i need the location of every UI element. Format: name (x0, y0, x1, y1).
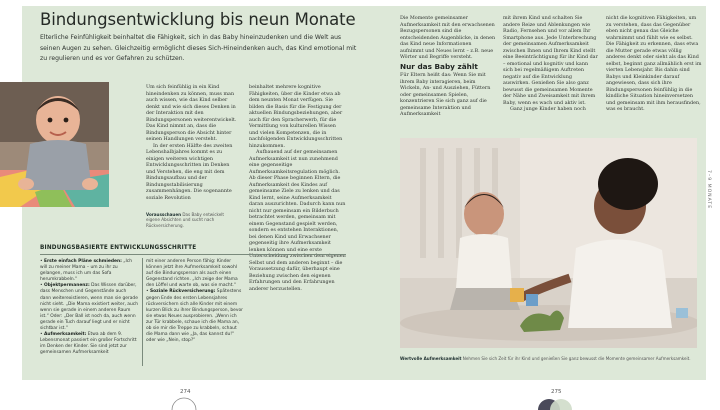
baby-photo-illustration (0, 82, 109, 207)
column-4 (503, 15, 599, 113)
tips-column-b (146, 259, 244, 344)
left-caption-label: Vorausschauen (146, 212, 182, 217)
tips-column-a (40, 259, 138, 357)
chapter-side-tab: 7–9 MONATE (706, 170, 711, 210)
tip-label: Erste einfach Pläne schmieden: (44, 259, 122, 264)
left-caption-text: Das Baby entwickelt eigene Absichten und sucht nach Rückversicherung. (146, 212, 225, 228)
right-caption-text: Nehmen Sie sich Zeit für ihr Kind und genießen Sie ganz bewusst die Momente gemeinsamer Aufmerksamkeit. (462, 356, 691, 361)
column-5 (606, 15, 702, 113)
tip-text: Etwa ab dem 9. Lebensmonat passiert ein großer Fortschritt im Denken der Kinder. Sie sind jetzt zur gemeinsamen Aufmerksamkeit (40, 332, 137, 356)
footer-ornament-right-icon (535, 396, 575, 410)
intro-text: Elterliche Feinfühligkeit beinhaltet die Fähigkeit, sich in das Baby hineinzudenken und die Welt aus seinen Augen zu sehen. Gleichzeitig ermöglicht dieses Sich-Hineindenken auch, das Kind emotional mit zu regulieren und es vor Gefahren zu schützen. (40, 34, 357, 63)
right-photo-caption (400, 356, 697, 361)
column-2 (249, 84, 346, 292)
footer-ornament-left-icon (170, 397, 198, 410)
tip-text: „Ich will zu meiner Mama – um zu ihr zu gelangen, muss ich um das Sofa herumkrabbeln.“ (40, 259, 133, 283)
col4-paragraph-1: mit ihrem Kind und schalten Sie andere Reize und Ablenkungen wie Radio, Fernsehen und vor allem Ihr Smartphone aus. Jede Unterbrechung der gemeinsamen Aufmerksamkeit zwischen Ihnen und Ihrem Kind stellt eine Beeinträchtigung für ihr Kind dar – emotional und kognitiv und kann sich bei regelmäßigem Auftreten negativ auf die Entwicklung auswirken. Genießen Sie also ganz bewusst die gemeinsamen Momente der Nähe und Zweisamkeit mit ihrem Baby, wenn es wach und aktiv ist. (503, 15, 598, 106)
tip-item: • Soziale Rückversicherung: Spätestens gegen Ende des ersten Lebensjahres rückversichern sich alle Kinder mit einem kurzen Blick zu ihrer Bindungsperson, bevor sie etwas Neues ausprobieren. „Wenn ich zur Tür krabbele, schaue ich die Mama an, ob sie mir die Treppe zu krabbeln, schaut die Mama dann wie „Ja, das kannst du!“ oder wie „Nein, stop?“ (146, 289, 243, 344)
baby-photo-left (0, 82, 109, 207)
mother-baby-illustration (400, 138, 697, 348)
tips-top-rule (40, 254, 346, 255)
tip-label: Objektpermanenz: (44, 283, 90, 289)
tips-column-divider (142, 258, 143, 366)
column-1 (146, 84, 237, 201)
right-caption-label: Wertvolle Aufmerksamkeit (400, 356, 462, 361)
tip-item: • Objektpermanenz: Das Wissen darüber, dass Menschen und Gegenstände auch dann weiterexistieren, wenn man sie gerade nicht sieht. „Die Mama existiert weiter, auch wenn sie gerade in einem anderen Raum ist.“ Oder: „Der Ball ist noch da, auch wenn gerade ein Tuch darauf liegt und er nicht sichtbar ist.“ (40, 283, 138, 332)
col2-paragraph-1: beinhaltet mehrere kognitive Fähigkeiten, über die Kinder etwa ab dem neunten Monat verfügen. Sie bilden die Basis für die Festigung der aktuellen Bindungsbeziehungen, aber auch für den Spracherwerb, für die Vermittlung von kulturellen Wissen und vielen Kompetenzen, die in nachfolgenden Entwicklungsschritten hinzukommen. (249, 84, 343, 149)
col3-paragraph-2: Für Eltern heißt das: Wenn Sie mit ihrem Baby interagieren, beim Wickeln, An- und Ausziehen, Füttern oder gemeinsamen Spielen, konzentrieren Sie sich ganz auf die gemeinsame Interaktion und Aufmerksamkeit (400, 72, 491, 117)
column-3 (400, 15, 496, 118)
tip-label: Soziale Rückversicherung: (150, 289, 216, 295)
col4-paragraph-2: Ganz junge Kinder haben noch (510, 106, 586, 112)
tip-text: Spätestens gegen Ende des ersten Lebensjahres rückversichern sich alle Kinder mit einem kurzen Blick zu ihrer Bindungsperson, bevor sie etwas Neues ausprobieren. „Wenn ich zur Tür krabbele, schaue ich die Mama an, ob sie mir die Treppe zu krabbeln, schaut die Mama dann wie „Ja, das kannst du!“ oder wie „Nein, stop?“ (146, 289, 243, 344)
tip-text: mit einer anderen Person fähig: Kinder können jetzt ihre Aufmerksamkeit sowohl auf die Bindungsperson als auch einen Gegenstand richten. „Ich zeige der Mama den Löffel und warte ob, was sie macht.“ (146, 259, 238, 289)
tip-item (146, 259, 244, 289)
section-heading-nur-das-baby: Nur das Baby zählt (400, 61, 478, 71)
tips-heading: BINDUNGSBASIERTE ENTWICKLUNGSSCHRITTE (40, 245, 197, 251)
col3-paragraph-1: Die Momente gemeinsamer Aufmerksamkeit mit den erwachsenen Bezugspersonen sind die entscheidenden Augenblicke, in denen das Kind neue Informationen aufnimmt und Neues lernt – z.B. neue Wörter und Begriffe versteht. (400, 15, 496, 60)
col1-paragraph-1: Um sich feinfühlig in ein Kind hineindenken zu können, muss man auch wissen, wie das Kind selber denkt und wie sich dieses Denken in der Interaktion mit den Bindungspersonen weiterentwickelt. Das Kind nimmt an, dass die Bindungsperson die Absicht hinter seinen Handlungen versteht. (146, 84, 237, 142)
left-photo-caption (146, 212, 236, 228)
tip-item: • Erste einfach Pläne schmieden: „Ich will zu meiner Mama – um zu ihr zu gelangen, muss ich um das Sofa herumkrabbeln.“ (40, 259, 133, 283)
page-title: Bindungsentwicklung bis neun Monate (40, 10, 356, 29)
col2-paragraph-2: Aufbauend auf der gemeinsamen Aufmerksamkeit ist nun zunehmend eine gegenseitige Aufmerksamkeitsregulation möglich. Ab dieser Phase beginnen Eltern, die Aufmerksamkeit des Kindes auf gemeinsame Ziele zu lenken und das Kind lernt, seine Aufmerksamkeit daran auszurichten. Dadurch kann nun nicht nur gemeinsam ein Bilderbuch betrachtet werden, gemeinsam mit einem Gegenstand gespielt werden, sondern es entstehen Interaktionen, bei denen Kind und Erwachsener gegenseitig ihre Aufmerksamkeit lenken können und eine erste Unterscheidung zwischen dem eigenen Selbst und dem anderen beginnt – die Voraussetzung dafür, überhaupt eine Beziehung zwischen den eigenen Erfahrungen und den Erfahrungen anderer herzustellen. (249, 149, 346, 292)
col1-paragraph-2: In der ersten Hälfte des zweiten Lebenshalbjahres kommt es zu einigen weiteren wichtigen Entwicklungsschritten im Denken und Verstehen, die eng mit dem Bindungsaufbau und der Bindungsstabilisierung zusammenhängen. Die sogenannte soziale Revolution (146, 142, 233, 201)
page-number-right: 275 (551, 389, 562, 395)
tip-label: Aufmerksamkeit: (44, 332, 87, 338)
tip-item: • Aufmerksamkeit: Etwa ab dem 9. Lebensmonat passiert ein großer Fortschritt im Denken der Kinder. Sie sind jetzt zur gemeinsamen Aufmerksamkeit (40, 332, 137, 356)
tip-text: Das Wissen darüber, dass Menschen und Gegenstände auch dann weiterexistieren, wenn man sie gerade nicht sieht. „Die Mama existiert weiter, auch wenn sie gerade in einem anderen Raum ist.“ Oder: „Der Ball ist noch da, auch wenn gerade ein Tuch darauf liegt und er nicht sichtbar ist.“ (40, 283, 138, 332)
mother-baby-photo (400, 138, 697, 348)
page-number-left: 274 (180, 389, 191, 395)
col5-paragraph-1: nicht die kognitiven Fähigkeiten, um zu verstehen, dass das Gegenüber eben nicht genau das Gleiche wahrnimmt und fühlt wie es selbst. Die Fähigkeit zu erkennen, dass etwa die Mutter gerade etwas völlig anderes denkt oder sieht als das Kind selbst, beginnt ganz allmählich erst im vierten Lebensjahr. Bis dahin sind Babys und Kleinkinder darauf angewiesen, dass sich ihre Bindungspersonen feinfühlig in die kindliche Situation hineinversetzen und gemeinsam mit ihm herausfinden, was es braucht. (606, 15, 702, 112)
